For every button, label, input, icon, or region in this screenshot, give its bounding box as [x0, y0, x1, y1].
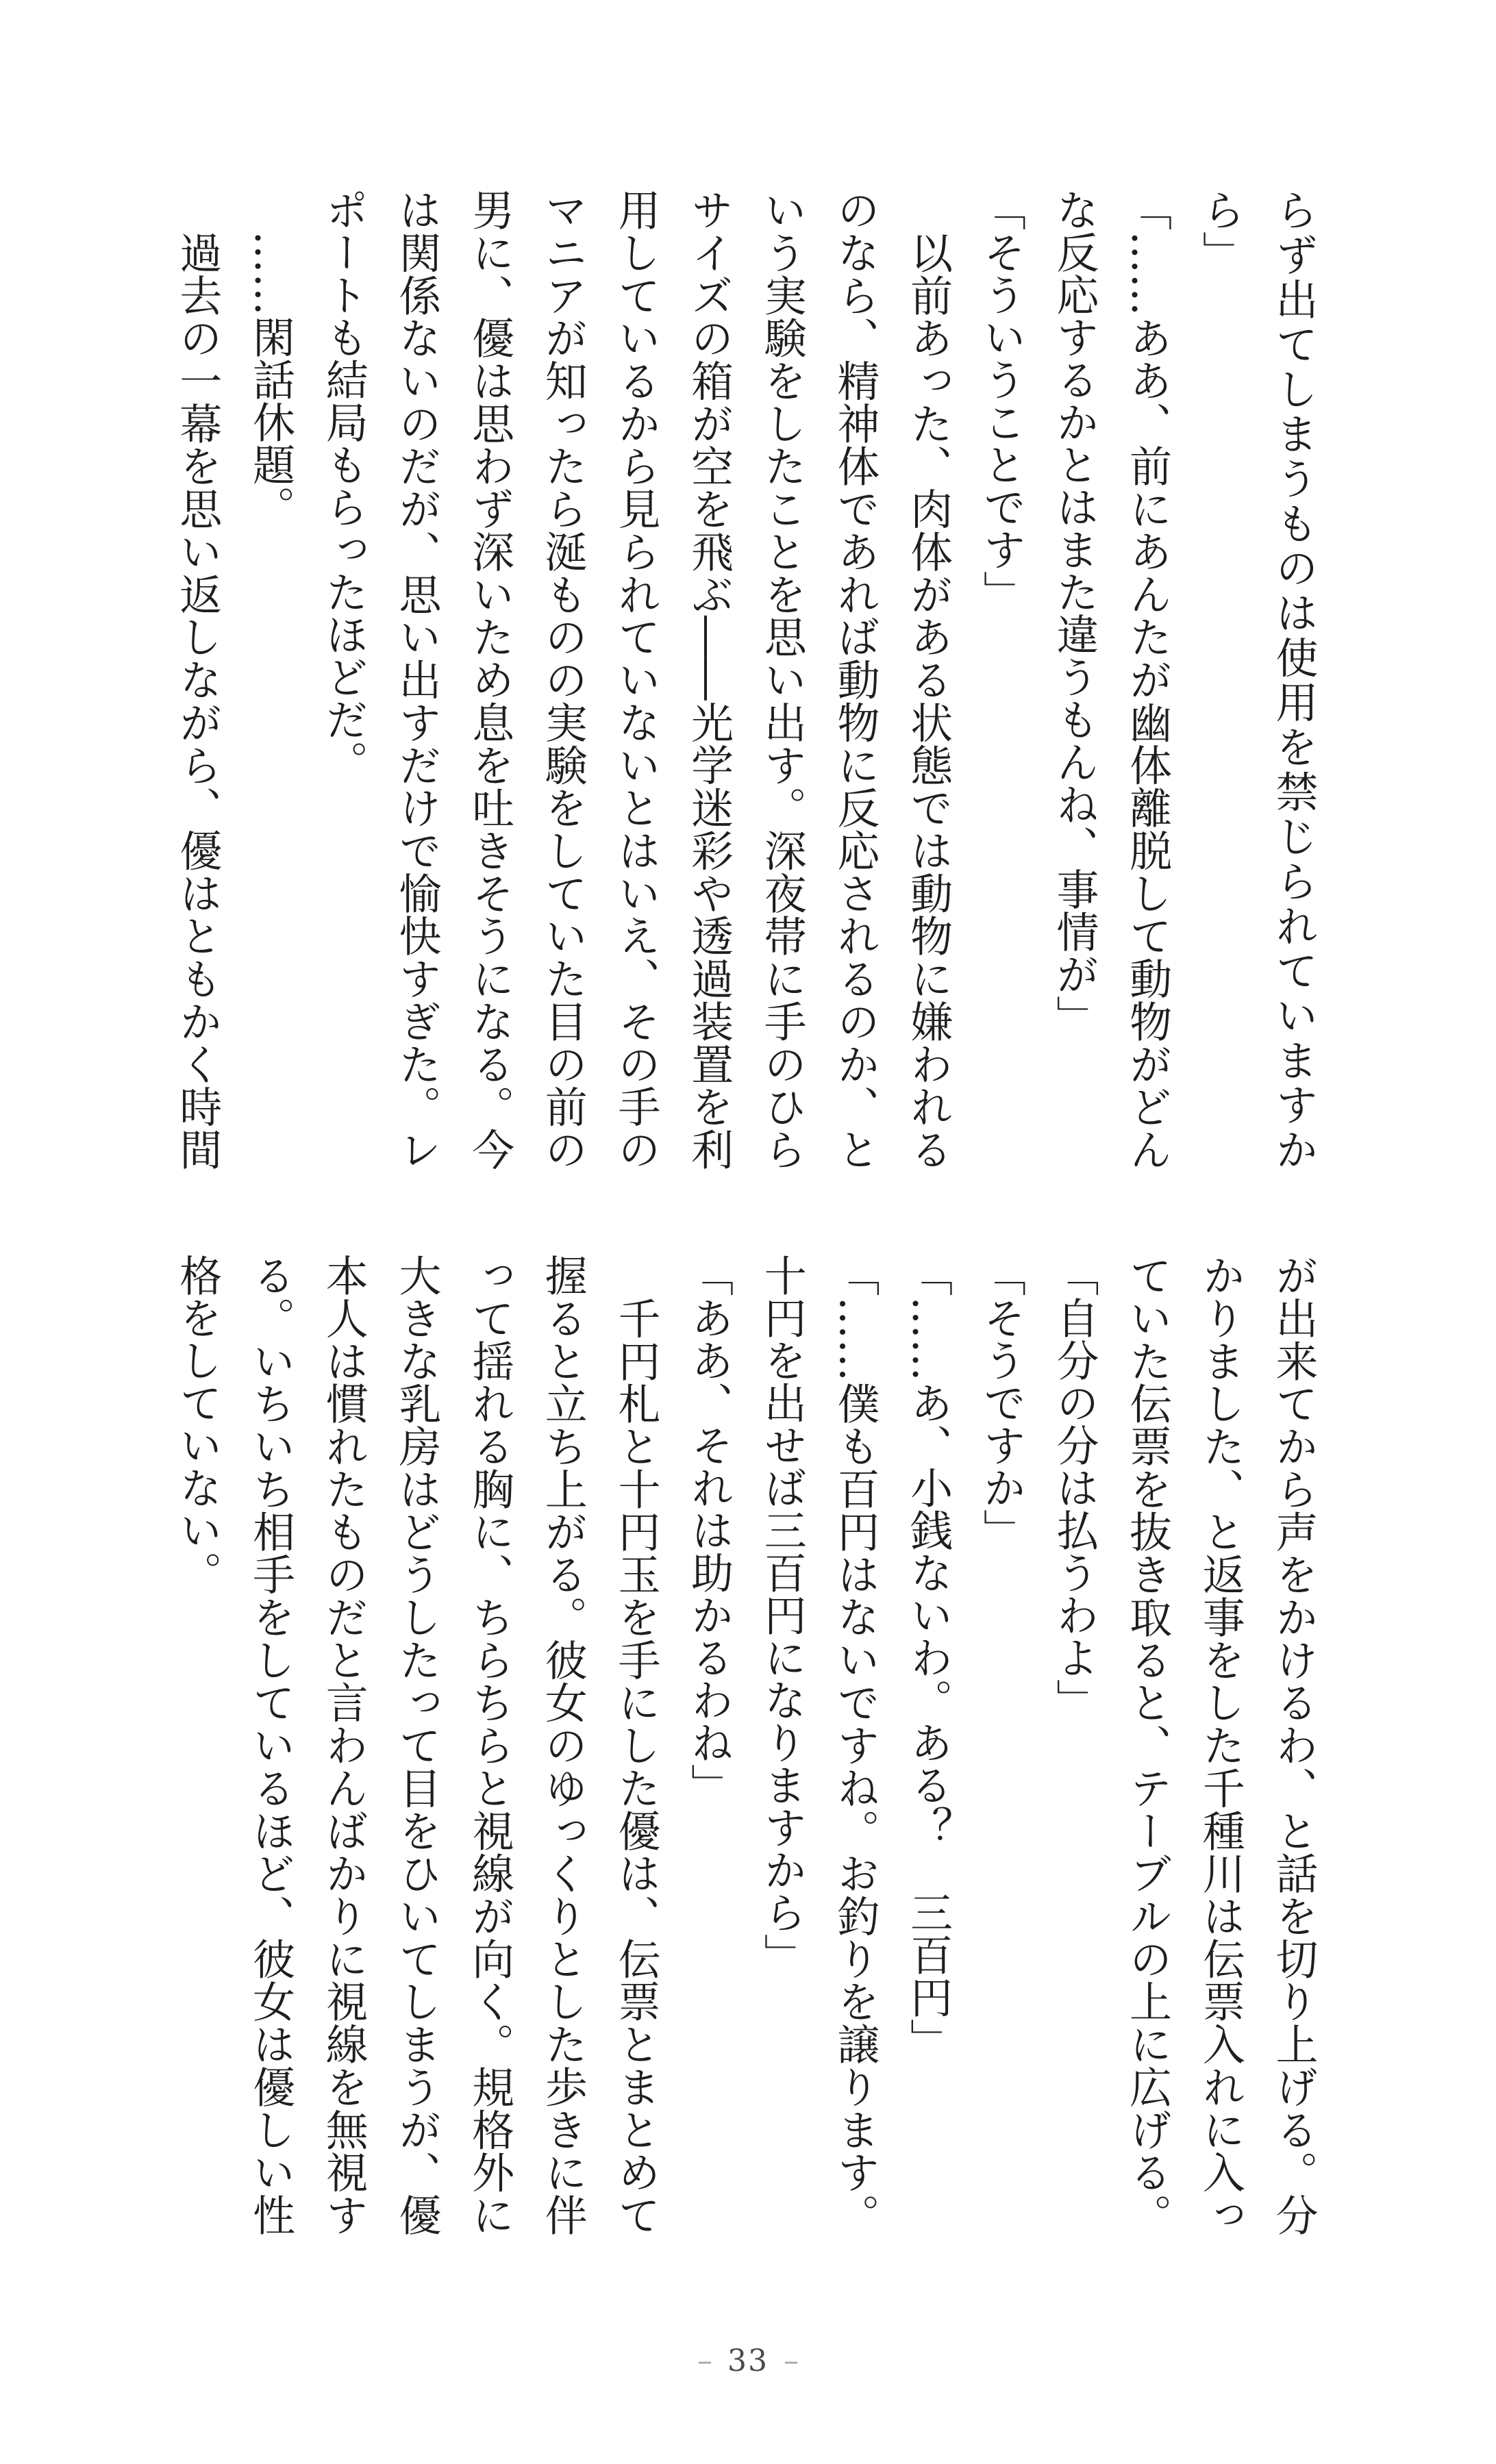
text-line: マニアが知ったら涎ものの実験をしていた目の前の — [538, 188, 588, 1170]
text-line: 「自分の分は払うわよ」 — [1049, 1254, 1099, 1721]
text-line: 「……ああ、前にあんたが幽体離脱して動物がどん — [1122, 188, 1173, 1170]
text-line: 本人は慣れたものだと言わんばかりに視線を無視す — [319, 1254, 369, 2236]
text-line: が出来てから声をかけるわ、と話を切り上げる。分 — [1269, 1254, 1319, 2236]
text-line: 「……あ、小銭ないわ。ある？ 三百円」 — [903, 1254, 953, 2061]
text-line: ……閑話休題。 — [245, 188, 296, 528]
text-line: 格をしていない。 — [172, 1254, 223, 1594]
text-line: のなら、精神体であれば動物に反応されるのか、と — [830, 188, 880, 1170]
page-number: 33 — [727, 2343, 769, 2378]
text-line: 男に、優は思わず深いため息を吐きそうになる。今 — [464, 188, 515, 1170]
text-line: 千円札と十円玉を手にした優は、伝票とまとめて — [610, 1254, 661, 2236]
text-line: な反応するかとはまた違うもんね、事情が」 — [1049, 188, 1099, 1038]
text-line: って揺れる胸に、ちらちらと視線が向く。規格外に — [464, 1254, 515, 2236]
text-line: かりました、と返事をした千種川は伝票入れに入っ — [1195, 1254, 1246, 2237]
text-line: 大きな乳房はどうしたって目をひいてしまうが、優 — [391, 1254, 442, 2236]
text-line: 「そういうことです」 — [976, 188, 1027, 613]
text-line: 十円を出せば三百円になりますから」 — [757, 1254, 808, 1976]
text-line: いう実験をしたことを思い出す。深夜帯に手のひら — [757, 188, 808, 1171]
text-block-upper — [160, 188, 1330, 1170]
footer-dash-right: – — [784, 2343, 799, 2378]
text-line: 以前あった、肉体がある状態では動物に嫌われる — [903, 188, 953, 1170]
text-line: らず出てしまうものは使用を禁じられていますか — [1269, 188, 1319, 1170]
text-block-lower — [160, 1254, 1330, 2236]
text-line: る。いちいち相手をしているほど、彼女は優しい性 — [245, 1254, 296, 2236]
text-line: ら」 — [1195, 188, 1246, 273]
footer-dash-left: – — [697, 2343, 712, 2378]
text-line: サイズの箱が空を飛ぶ――光学迷彩や透過装置を利 — [684, 188, 734, 1171]
text-line: ていた伝票を抜き取ると、テーブルの上に広げる。 — [1122, 1254, 1173, 2237]
page-number-footer — [0, 2341, 1496, 2382]
text-line: 「ああ、それは助かるわね」 — [684, 1254, 734, 1806]
text-line: 用しているから見られていないとはいえ、その手の — [610, 188, 661, 1170]
text-line: ポートも結局もらったほどだ。 — [319, 188, 369, 783]
text-line: 「……僕も百円はないですね。お釣りを譲ります。 — [830, 1254, 880, 2236]
text-line: 握ると立ち上がる。彼女のゆっくりとした歩きに伴 — [538, 1254, 588, 2236]
text-line: は関係ないのだが、思い出すだけで愉快すぎた。レ — [391, 188, 442, 1170]
text-line: 過去の一幕を思い返しながら、優はともかく時間 — [172, 188, 223, 1171]
text-line: 「そうですか」 — [976, 1254, 1027, 1551]
